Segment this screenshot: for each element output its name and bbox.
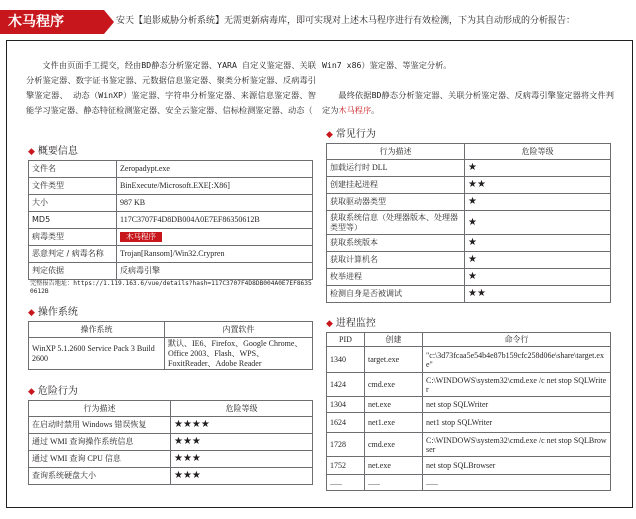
process-name: cmd.exe <box>365 433 423 457</box>
common-row <box>327 286 611 303</box>
overview-row <box>29 229 313 246</box>
process-pid: ...... <box>327 475 365 491</box>
overview-label: 判定依据 <box>29 263 117 280</box>
process-table <box>326 332 611 491</box>
overview-row <box>29 161 313 178</box>
danger-header-desc: 行为描述 <box>29 401 171 417</box>
overview-label: 恶意判定 / 病毒名称 <box>29 246 117 263</box>
common-row <box>327 160 611 177</box>
overview-value: Trojan[Ransom]/Win32.Crypren <box>117 246 313 263</box>
common-level-stars: ★ <box>465 194 611 211</box>
process-name: net.exe <box>365 397 423 413</box>
danger-table <box>28 400 313 485</box>
summary-paragraph-1-continued: Win7 x86）鉴定器、等鉴定分析。 <box>322 60 452 70</box>
danger-row <box>29 417 313 434</box>
common-row <box>327 194 611 211</box>
summary-conclusion: 最终依据BD静态分析鉴定器、关联分析鉴定器、反病毒引擎鉴定器将文件判定为 <box>322 90 614 115</box>
common-header-level: 危险等级 <box>465 144 611 160</box>
overview-table <box>28 160 313 280</box>
common-row <box>327 235 611 252</box>
common-desc: 加载运行时 DLL <box>327 160 465 177</box>
overview-row <box>29 178 313 195</box>
common-row <box>327 211 611 235</box>
process-heading <box>326 317 376 331</box>
danger-desc: 查询系统硬盘大小 <box>29 468 171 485</box>
overview-value: BinExecute/Microsoft.EXE[:X86] <box>117 178 313 195</box>
danger-row <box>29 451 313 468</box>
common-row <box>327 177 611 194</box>
overview-label: 大小 <box>29 195 117 212</box>
overview-row <box>29 263 313 280</box>
common-header-desc: 行为描述 <box>327 144 465 160</box>
section-tag: 木马程序 <box>0 10 104 34</box>
danger-title: 危险行为 <box>37 386 78 397</box>
overview-value: Zeropadypt.exe <box>117 161 313 178</box>
common-row <box>327 252 611 269</box>
common-desc: 枚举进程 <box>327 269 465 286</box>
overview-title: 概要信息 <box>37 146 78 157</box>
os-software: 默认、IE6、Firefox、Google Chrome、Office 2003、Flash、WPS、FoxitReader、Adobe Reader <box>165 338 313 370</box>
virus-type-badge: 木马程序 <box>120 232 162 242</box>
process-pid: 1424 <box>327 373 365 397</box>
process-cmdline: "c:\3d73fcaa5e54b4e87b159cfc258d06e\share\target.exe" <box>423 347 611 373</box>
summary-column-left <box>26 58 316 128</box>
process-row <box>327 347 611 373</box>
os-heading <box>28 306 78 320</box>
diamond-icon: ◆ <box>326 130 333 140</box>
process-title: 进程监控 <box>335 318 376 329</box>
os-table <box>28 321 313 370</box>
process-name: target.exe <box>365 347 423 373</box>
overview-row <box>29 212 313 229</box>
overview-value: 117C3707F4D8DB004A0E7EF86350612B <box>117 212 313 229</box>
common-desc: 获取计算机名 <box>327 252 465 269</box>
summary-end: 。 <box>371 105 380 115</box>
diamond-icon: ◆ <box>28 308 35 318</box>
common-desc: 获取系统信息（处理器版本、处理器类型等） <box>327 211 465 235</box>
process-cmdline: net stop SQLBrowser <box>423 457 611 475</box>
os-title: 操作系统 <box>37 307 78 318</box>
process-cmdline: net1 stop SQLWriter <box>423 413 611 433</box>
common-row <box>327 269 611 286</box>
process-row <box>327 433 611 457</box>
common-level-stars: ★ <box>465 235 611 252</box>
os-system: WinXP 5.1.2600 Service Pack 3 Build 2600 <box>29 338 165 370</box>
process-row <box>327 397 611 413</box>
verdict-highlight: 木马程序 <box>338 105 372 115</box>
process-cmdline: ...... <box>423 475 611 491</box>
common-desc: 获取系统版本 <box>327 235 465 252</box>
overview-value: 反病毒引擎 <box>117 263 313 280</box>
process-row <box>327 373 611 397</box>
process-pid: 1752 <box>327 457 365 475</box>
summary-paragraph-2 <box>322 88 614 118</box>
danger-desc: 在启动时禁用 Windows 错误恢复 <box>29 417 171 434</box>
common-desc: 创建挂起进程 <box>327 177 465 194</box>
os-header-system: 操作系统 <box>29 322 165 338</box>
common-desc: 检测自身是否被调试 <box>327 286 465 303</box>
overview-heading <box>28 145 78 159</box>
diamond-icon: ◆ <box>326 319 333 329</box>
danger-level-stars: ★★★ <box>171 468 313 485</box>
common-level-stars: ★★ <box>465 177 611 194</box>
common-desc: 获取驱动器类型 <box>327 194 465 211</box>
report-url[interactable]: 完整报告地址：https://1.119.163.6/vue/details?hash=117C3707F4D8DB004A0E7EF86350612B <box>30 280 312 295</box>
process-row <box>327 475 611 491</box>
summary-paragraph-1: 文件由页面手工提交，经由BD静态分析鉴定器、YARA 自定义鉴定器、关联分析鉴定器、数字证书鉴定器、元数据信息鉴定器、聚类分析鉴定器、反病毒引擎鉴定器、 动态（WinXP）鉴定器、字符串分析鉴定器、来源信息鉴定器、智能学习鉴定器、静态特征检测鉴定器、安全云鉴定器、信标检测鉴定器、动态（ <box>26 60 316 115</box>
overview-row <box>29 195 313 212</box>
danger-heading <box>28 385 78 399</box>
overview-label: 文件类型 <box>29 178 117 195</box>
danger-desc: 通过 WMI 查询操作系统信息 <box>29 434 171 451</box>
danger-desc: 通过 WMI 查询 CPU 信息 <box>29 451 171 468</box>
common-heading <box>326 128 376 142</box>
common-level-stars: ★★ <box>465 286 611 303</box>
process-pid: 1304 <box>327 397 365 413</box>
danger-row <box>29 434 313 451</box>
process-cmdline: net stop SQLWriter <box>423 397 611 413</box>
diamond-icon: ◆ <box>28 387 35 397</box>
process-name: ...... <box>365 475 423 491</box>
common-level-stars: ★ <box>465 160 611 177</box>
process-name: cmd.exe <box>365 373 423 397</box>
process-row <box>327 457 611 475</box>
process-header-name: 创建 <box>365 333 423 347</box>
process-name: net1.exe <box>365 413 423 433</box>
process-pid: 1728 <box>327 433 365 457</box>
process-header-pid: PID <box>327 333 365 347</box>
process-cmdline: C:\WINDOWS\system32\cmd.exe /c net stop SQLWriter <box>423 373 611 397</box>
common-level-stars: ★ <box>465 269 611 286</box>
process-row <box>327 413 611 433</box>
danger-level-stars: ★★★ <box>171 451 313 468</box>
danger-level-stars: ★★★ <box>171 434 313 451</box>
process-name: net.exe <box>365 457 423 475</box>
diamond-icon: ◆ <box>28 147 35 157</box>
overview-label: 文件名 <box>29 161 117 178</box>
danger-row <box>29 468 313 485</box>
danger-level-stars: ★★★★ <box>171 417 313 434</box>
process-pid: 1340 <box>327 347 365 373</box>
overview-value <box>117 229 313 246</box>
os-header-software: 内置软件 <box>165 322 313 338</box>
process-pid: 1624 <box>327 413 365 433</box>
summary-column-right <box>322 58 614 118</box>
overview-row <box>29 246 313 263</box>
overview-label: 病毒类型 <box>29 229 117 246</box>
danger-header-level: 危险等级 <box>171 401 313 417</box>
common-table <box>326 143 611 303</box>
overview-label: MD5 <box>29 212 117 229</box>
common-level-stars: ★ <box>465 252 611 269</box>
common-level-stars: ★ <box>465 211 611 235</box>
common-title: 常见行为 <box>335 129 376 140</box>
process-cmdline: C:\WINDOWS\system32\cmd.exe /c net stop SQLBrowser <box>423 433 611 457</box>
process-header-cmd: 命令行 <box>423 333 611 347</box>
intro-text: 安天【追影威胁分析系统】无需更新病毒库，即可实现对上述木马程序进行有效检测，下为其自动形成的分析报告： <box>116 16 576 26</box>
overview-value: 987 KB <box>117 195 313 212</box>
